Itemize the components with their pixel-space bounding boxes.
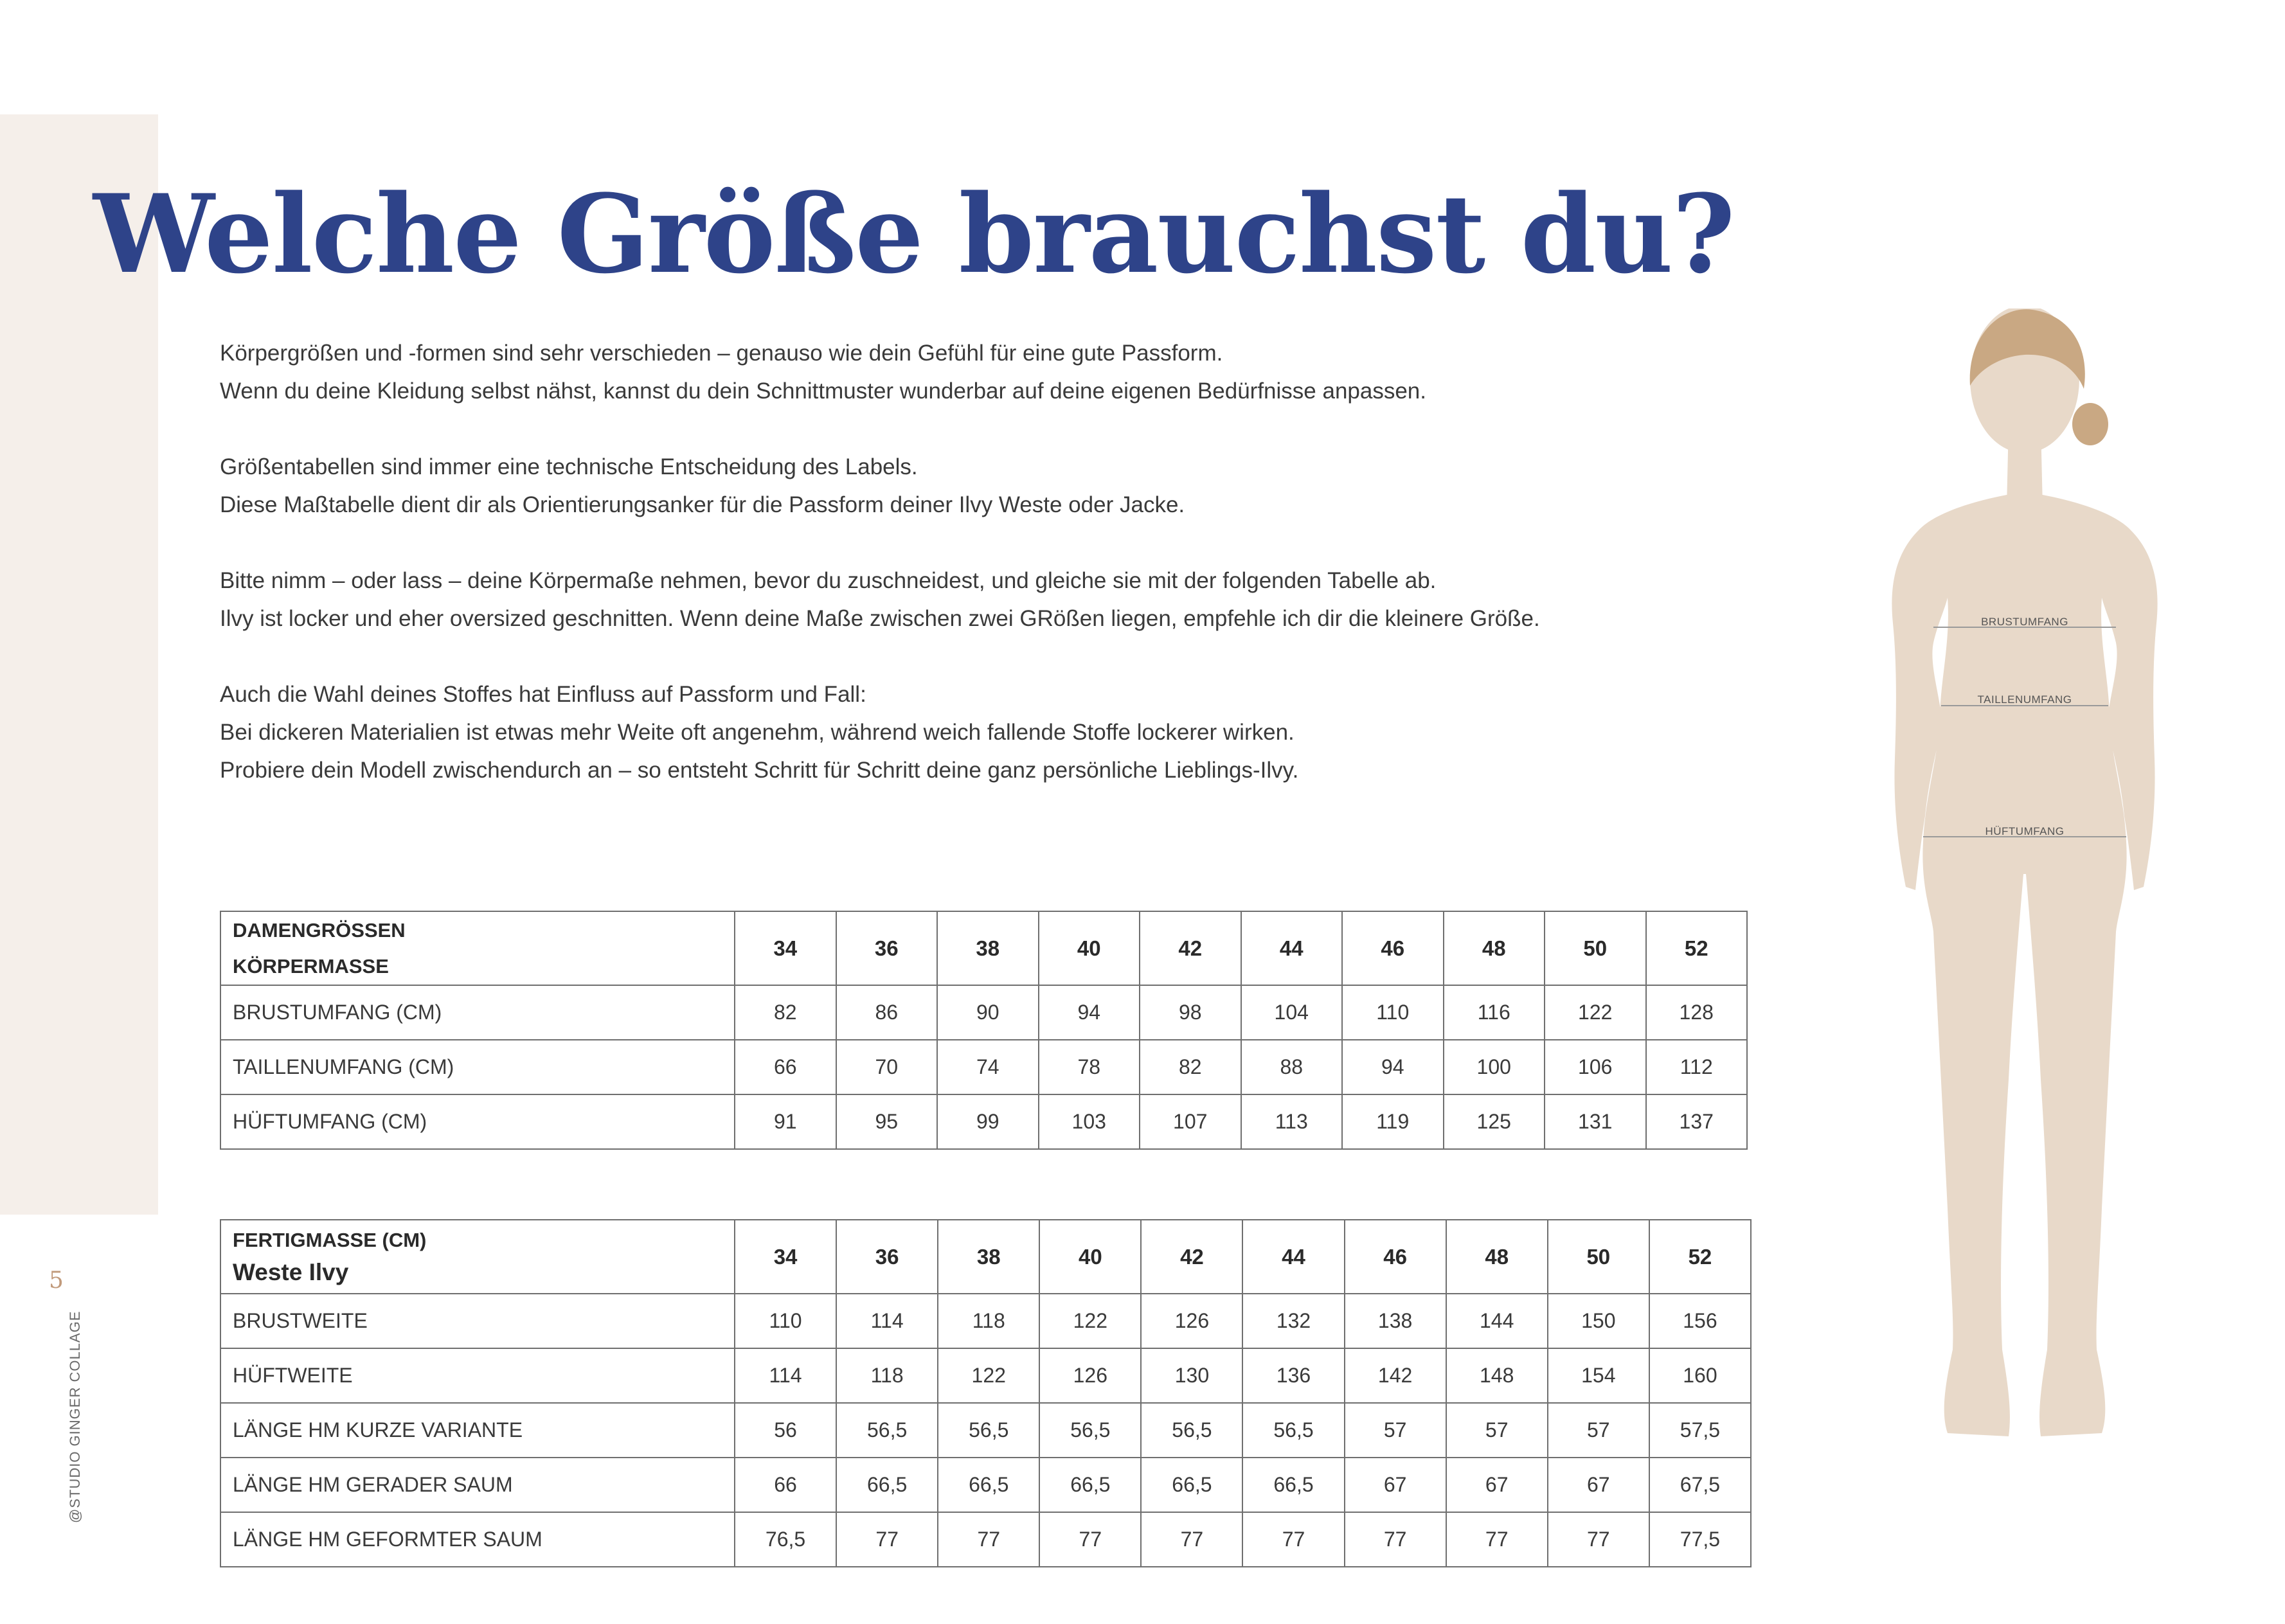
measurement-cell: 103 [1039,1094,1140,1149]
measurement-cell: 66,5 [1039,1458,1141,1512]
intro-line: Größentabellen sind immer eine technische Entscheidung des Labels. [220,454,918,479]
table-row [220,1094,1747,1149]
measurement-cell: 122 [1039,1294,1141,1348]
intro-line: Körpergrößen und -formen sind sehr verschieden – genauso wie dein Gefühl für eine gute Passform. [220,341,1223,366]
measurement-cell: 86 [836,985,938,1040]
measurement-cell: 99 [937,1094,1039,1149]
size-header: 42 [1141,1220,1242,1294]
size-header: 52 [1646,911,1748,985]
size-header: 46 [1345,1220,1446,1294]
measurement-cell: 67 [1345,1458,1446,1512]
intro-line: Diese Maßtabelle dient dir als Orientierungsanker für die Passform deiner Ilvy Weste oder Jacke. [220,492,1185,517]
measurement-cell: 148 [1446,1348,1548,1403]
size-header: 40 [1039,911,1140,985]
table-header-row [220,911,1747,985]
measurement-cell: 122 [1545,985,1646,1040]
size-header: 50 [1548,1220,1649,1294]
hip-label: HÜFTUMFANG [1985,825,2065,837]
measurement-cell: 128 [1646,985,1748,1040]
page-number: 5 [49,1267,64,1294]
measurement-cell: 67,5 [1649,1458,1751,1512]
measurement-cell: 56,5 [1242,1403,1344,1458]
row-label: LÄNGE HM GEFORMTER SAUM [220,1512,735,1567]
measurement-cell: 144 [1446,1294,1548,1348]
measurement-cell: 119 [1342,1094,1444,1149]
size-header: 40 [1039,1220,1141,1294]
footer-credit: @STUDIO GINGER COLLAGE [67,1310,83,1523]
bust-label: BRUSTUMFANG [1981,616,2068,628]
measurement-cell: 154 [1548,1348,1649,1403]
measurement-cell: 76,5 [735,1512,836,1567]
table-header-subtitle: KÖRPERMASSE [233,954,389,977]
size-header: 46 [1342,911,1444,985]
measurement-cell: 57,5 [1649,1403,1751,1458]
body-measurements-table [220,911,1748,1150]
measurement-cell: 56 [735,1403,836,1458]
measurement-cell: 122 [938,1348,1039,1403]
measurement-cell: 95 [836,1094,938,1149]
size-header: 34 [735,911,836,985]
intro-line: Auch die Wahl deines Stoffes hat Einfluss auf Passform und Fall: [220,682,866,707]
measurement-cell: 57 [1548,1403,1649,1458]
measurement-cell: 77,5 [1649,1512,1751,1567]
measurement-cell: 77 [1548,1512,1649,1567]
measurement-cell: 78 [1039,1040,1140,1094]
measurement-cell: 100 [1444,1040,1545,1094]
measurement-cell: 110 [735,1294,836,1348]
measurement-cell: 104 [1241,985,1343,1040]
measurement-cell: 56,5 [1141,1403,1242,1458]
measurement-cell: 57 [1345,1403,1446,1458]
measurement-cell: 82 [735,985,836,1040]
table-row [220,1348,1751,1403]
row-label: HÜFTUMFANG (CM) [220,1094,735,1149]
measurement-cell: 67 [1548,1458,1649,1512]
measurement-cell: 77 [1141,1512,1242,1567]
measurement-cell: 107 [1140,1094,1241,1149]
table-header-label [220,1220,735,1294]
size-header: 38 [938,1220,1039,1294]
size-header: 48 [1444,911,1545,985]
page-title: Welche Größe brauchst du? [93,170,1734,298]
table-row [220,1403,1751,1458]
size-header: 50 [1545,911,1646,985]
measurement-cell: 94 [1039,985,1140,1040]
measurement-cell: 66 [735,1040,836,1094]
size-header: 34 [735,1220,836,1294]
measurement-cell: 98 [1140,985,1241,1040]
size-header: 36 [836,911,938,985]
measurement-cell: 91 [735,1094,836,1149]
measurement-cell: 118 [938,1294,1039,1348]
measurement-cell: 113 [1241,1094,1343,1149]
measurement-cell: 137 [1646,1094,1748,1149]
measurement-cell: 114 [735,1348,836,1403]
measurement-cell: 66,5 [938,1458,1039,1512]
measurement-cell: 106 [1545,1040,1646,1094]
intro-line: Probiere dein Modell zwischendurch an – so entsteht Schritt für Schritt deine ganz persönliche Lieblings-Ilvy. [220,758,1299,783]
measurement-cell: 66 [735,1458,836,1512]
table-row [220,1512,1751,1567]
measurement-cell: 66,5 [1242,1458,1344,1512]
measurement-cell: 150 [1548,1294,1649,1348]
size-header: 48 [1446,1220,1548,1294]
table-row [220,1040,1747,1094]
measurement-cell: 57 [1446,1403,1548,1458]
size-header: 38 [937,911,1039,985]
measurement-cell: 67 [1446,1458,1548,1512]
measurement-cell: 74 [937,1040,1039,1094]
measurement-cell: 130 [1141,1348,1242,1403]
waist-label: TAILLENUMFANG [1977,693,2072,706]
intro-line: Bei dickeren Materialien ist etwas mehr Weite oft angenehm, während weich fallende Stoffe lockerer wirken. [220,720,1295,745]
table-header-title: FERTIGMASSE (CM) [233,1228,427,1251]
size-header: 42 [1140,911,1241,985]
measurement-cell: 112 [1646,1040,1748,1094]
table-row [220,985,1747,1040]
measurement-cell: 160 [1649,1348,1751,1403]
finished-measurements-table [220,1219,1752,1567]
measurement-cell: 82 [1140,1040,1241,1094]
measurement-cell: 142 [1345,1348,1446,1403]
measurement-cell: 66,5 [836,1458,938,1512]
table-header-title: DAMENGRÖSSEN [233,918,406,941]
body-silhouette-illustration [1864,308,2185,1465]
intro-line: Bitte nimm – oder lass – deine Körpermaße nehmen, bevor du zuschneidest, und gleiche sie mit der folgenden Tabelle ab. [220,568,1437,593]
measurement-cell: 110 [1342,985,1444,1040]
measurement-cell: 77 [938,1512,1039,1567]
measurement-cell: 125 [1444,1094,1545,1149]
row-label: TAILLENUMFANG (CM) [220,1040,735,1094]
row-label: BRUSTUMFANG (CM) [220,985,735,1040]
table-row [220,1458,1751,1512]
size-header: 36 [836,1220,938,1294]
measurement-cell: 116 [1444,985,1545,1040]
measurement-cell: 126 [1141,1294,1242,1348]
measurement-cell: 94 [1342,1040,1444,1094]
measurement-cell: 136 [1242,1348,1344,1403]
measurement-cell: 77 [1446,1512,1548,1567]
intro-line: Wenn du deine Kleidung selbst nähst, kannst du dein Schnittmuster wunderbar auf deine eigenen Bedürfnisse anpassen. [220,379,1426,404]
table-header-row [220,1220,1751,1294]
measurement-cell: 66,5 [1141,1458,1242,1512]
measurement-cell: 77 [836,1512,938,1567]
measurement-cell: 126 [1039,1348,1141,1403]
measurement-cell: 118 [836,1348,938,1403]
measurement-cell: 131 [1545,1094,1646,1149]
table-row [220,1294,1751,1348]
size-header: 44 [1241,911,1343,985]
measurement-cell: 77 [1039,1512,1141,1567]
measurement-cell: 56,5 [1039,1403,1141,1458]
measurement-cell: 88 [1241,1040,1343,1094]
measurement-cell: 132 [1242,1294,1344,1348]
measurement-cell: 90 [937,985,1039,1040]
measurement-cell: 156 [1649,1294,1751,1348]
row-label: LÄNGE HM GERADER SAUM [220,1458,735,1512]
measurement-cell: 56,5 [836,1403,938,1458]
measurement-cell: 56,5 [938,1403,1039,1458]
measurement-cell: 77 [1242,1512,1344,1567]
measurement-cell: 114 [836,1294,938,1348]
row-label: HÜFTWEITE [220,1348,735,1403]
intro-line: Ilvy ist locker und eher oversized geschnitten. Wenn deine Maße zwischen zwei GRößen liegen, empfehle ich dir die kleinere Größe. [220,606,1540,631]
row-label: LÄNGE HM KURZE VARIANTE [220,1403,735,1458]
measurement-cell: 138 [1345,1294,1446,1348]
table-header-label [220,911,735,985]
body-figure [1864,308,2185,1465]
size-header: 52 [1649,1220,1751,1294]
measurement-cell: 70 [836,1040,938,1094]
table-header-subtitle: Weste Ilvy [233,1258,349,1285]
row-label: BRUSTWEITE [220,1294,735,1348]
measurement-cell: 77 [1345,1512,1446,1567]
size-header: 44 [1242,1220,1344,1294]
intro-text [220,334,1698,789]
